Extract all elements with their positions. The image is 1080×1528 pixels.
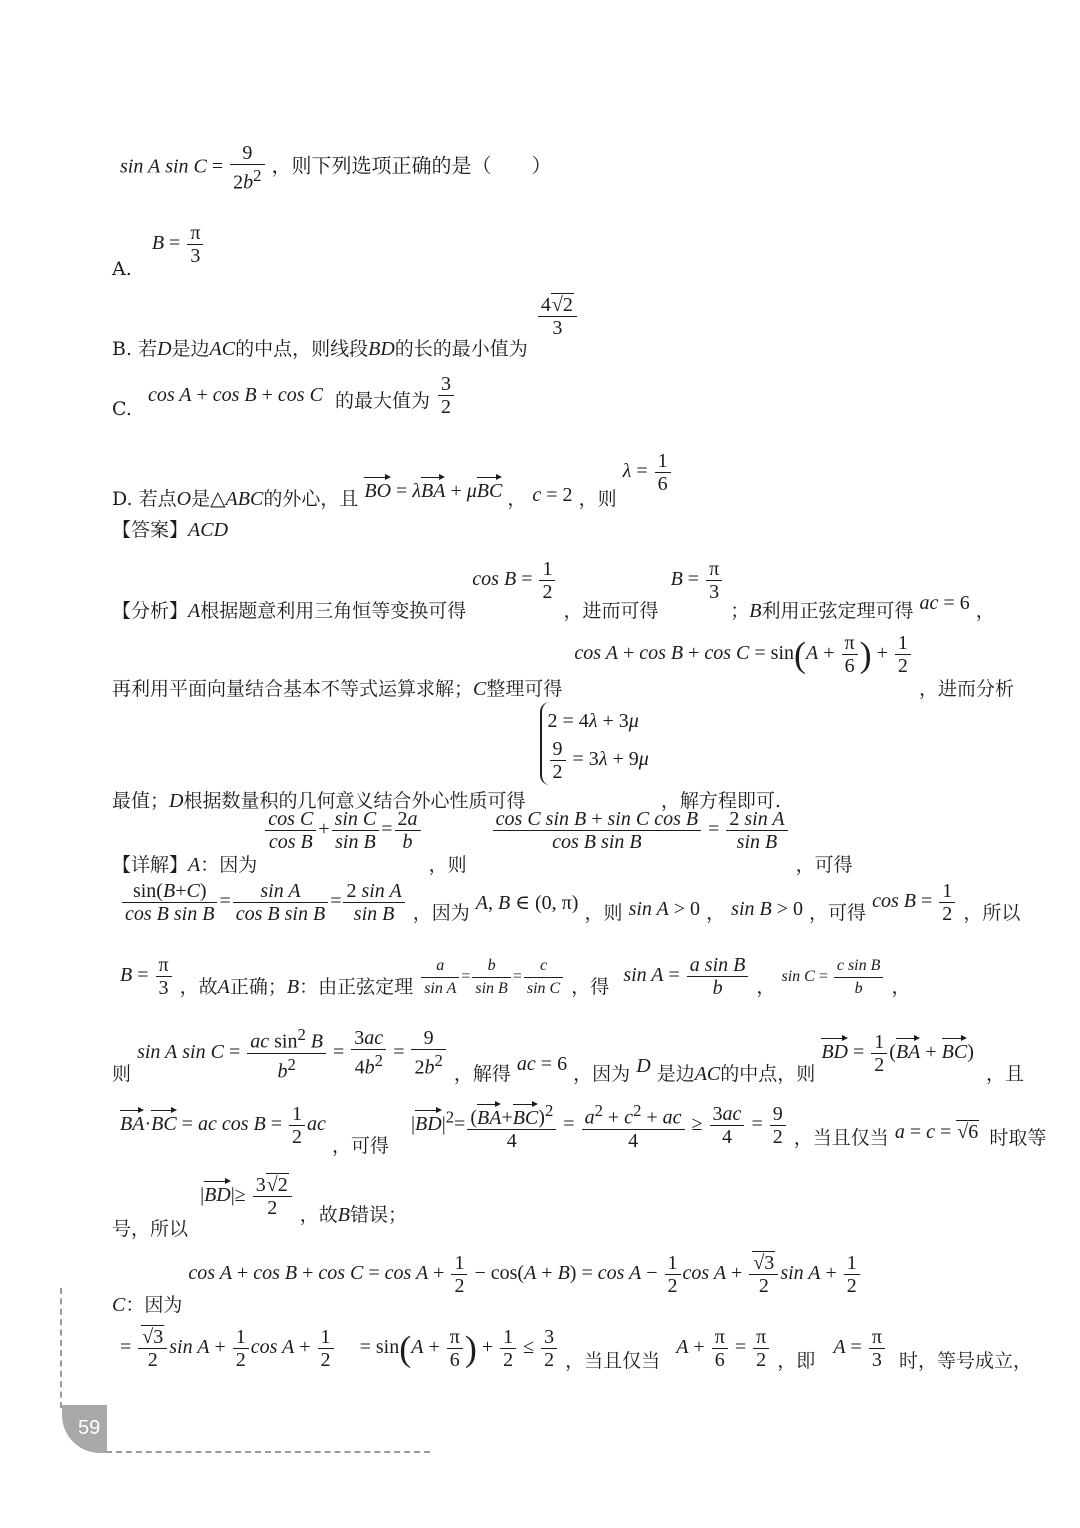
detail-line-6: 号，所以 |BD|≥ $\frac{3√2}{2}$ ，故B错误； <box>112 1174 408 1241</box>
detail-line-8: = $\frac{√3}{2}$ sin A + $\frac{1}{2}$ cos A + $\frac{1}{2}$ = sin(A + $\frac{\pi}{6}$ ) + $\frac{1}{2}$ ≤ $\frac{3}{2}$ ，当且仅当 A + $\frac{\pi}{6}$ = $\frac{\pi}{2}$ ，即 A = $\frac{\pi}{3}$ 时，等号成立， <box>120 1326 1032 1373</box>
detail-line-5: BA·BC = ac cos B = $\frac{1}{2}$ ac ，可得 $|BD|^2=$ $\frac{(BA+BC)^2}{4}$ = $\frac{a^2 + c^2 + ac}{4}$ ≥ $\frac{3ac}{4}$ = $\frac{9}{2}$ ，当且仅当 a = c = √6 时取等 <box>120 1101 1047 1158</box>
problem-condition: sin A sin C = $\frac{9}{2b^2}$ ，则下列选项正确的是（ ） <box>120 142 552 194</box>
detail-line-2: $\frac{\sin(B+C)}{\text{cos B sin B}}$ = $\frac{\text{sin A}}{\text{cos B sin B}}$ = $\frac{\text{2 sin A}}{\text{sin B}}$ ，因为 A, B ∈ (0, π) ，则 sin A > 0 ， sin B > 0 ，可得 cos B = $\frac{1}{2}$ ，所以 <box>120 880 1020 925</box>
footer-dashed-line <box>106 1451 430 1453</box>
analysis-line-1: 【分析】A根据题意利用三角恒等变换可得 cos B = $\frac{1}{2}$ ，进而可得 B = $\frac{\pi}{3}$ ；B利用正弦定理可得 ac = 6 ， <box>112 558 995 623</box>
margin-dashed-line <box>60 1288 62 1408</box>
analysis-line-3: 最值；D根据数量积的几何意义结合外心性质可得 2 = 4λ + 3μ $\frac{9}{2}$ = 3λ + 9μ ，解方程即可. <box>112 702 781 785</box>
answer-label: 【答案】 <box>112 519 189 541</box>
detail-line-3: B = $\frac{\pi}{3}$ ，故A正确；B：由正弦定理 $\frac{a}{\text{sin A}}$ = $\frac{b}{\text{sin B}}$ = $\frac{c}{\text{sin C}}$ ，得 sin A = $\frac{\text{a sin B}}{b}$ ， sin C = $\frac{\text{c sin B}}{b}$ ， <box>120 954 911 999</box>
page-number-badge <box>62 1405 107 1453</box>
option-a-letter: A. <box>112 258 132 281</box>
option-b: B. 若D是边AC的中点，则线段BD的长的最小值为 $\frac{4√2}{3}$ <box>112 294 579 339</box>
option-d: D. 若点O是△ABC的外心，且 BO = λBA + μBC ， c = 2 ，则 λ = $\frac{1}{6}$ <box>112 450 673 495</box>
answer-line <box>112 519 228 541</box>
answer-value: ACD <box>188 519 229 541</box>
condition-tail: ，则下列选项正确的是（ ） <box>271 155 552 178</box>
analysis-line-2: 再利用平面向量结合基本不等式运算求解；C整理可得 cos A + cos B + cos C = sin(A + $\frac{\pi}{6}$ ) + $\frac{1}{2}$ ，进而分析 <box>112 632 1014 701</box>
detail-line-1: 【详解】A：因为 $\frac{\text{cos C}}{\text{cos B}}$ + $\frac{\text{sin C}}{\text{sin B}}$ = $\frac{2a}{b}$ ，则 $\frac{\text{cos C sin B + sin C cos B}}{\text{cos B sin B}}$ = $\frac{\text{2 sin A}}{\text{sin B}}$ ，可得 <box>112 808 853 877</box>
analysis-label: 【分析】 <box>112 600 189 623</box>
detail-line-7: C：因为 cos A + cos B + cos C = cos A + $\frac{1}{2}$ − cos(A + B) = cos A − $\frac{1}{2}$ cos A + $\frac{√3}{2}$ sin A + $\frac{1}{2}$ <box>112 1252 862 1297</box>
page-number: 59 <box>78 1417 101 1439</box>
detail-label: 【详解】 <box>112 854 189 877</box>
option-c: C. cos A + cos B + cos C 的最大值为 $\frac{3}{2}$ <box>112 373 456 418</box>
detail-line-4: 则 sin A sin C = $\frac{ac \sin^2 B}{b^2}$ = $\frac{3ac}{4b^2}$ = $\frac{9}{2b^2}$ ，解得 ac = 6 ，因为 D 是边AC的中点，则 BD = $\frac{1}{2}$ (BA + BC) ，且 <box>112 1025 1024 1085</box>
option-a: A. B = $\frac{\pi}{3}$ <box>112 222 205 267</box>
